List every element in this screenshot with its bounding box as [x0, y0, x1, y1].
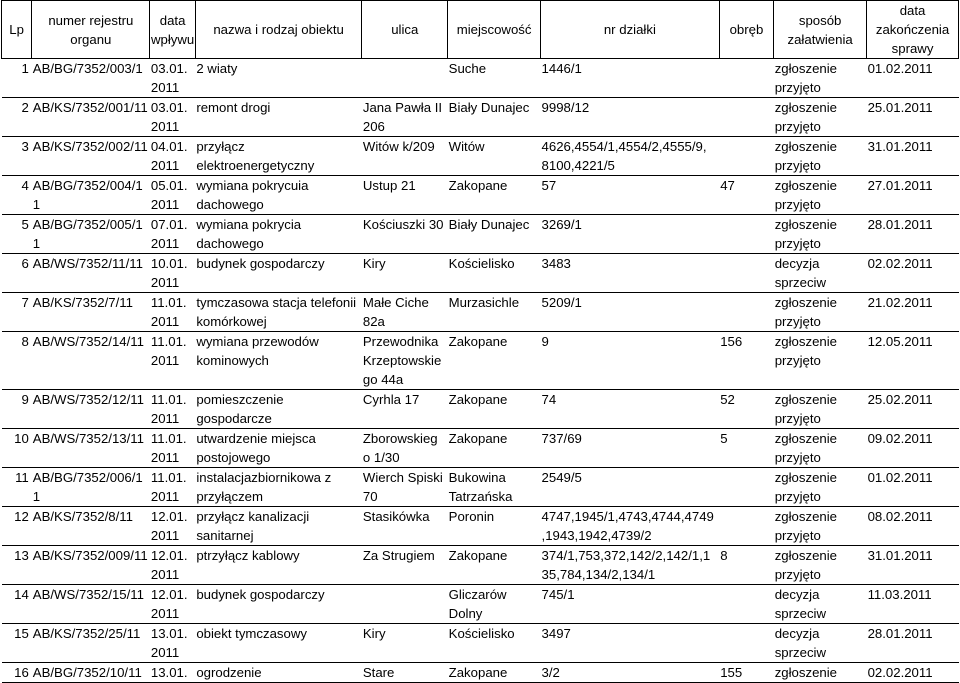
cell-data-wplywu: 12.01. 2011: [150, 507, 195, 546]
cell-ulica: Cyrhla 17: [362, 390, 448, 429]
cell-sposob: zgłoszenie przyjęto: [774, 332, 867, 390]
table-row: [2, 390, 959, 429]
cell-nr-dzialki: 374/1,753,372,142/2,142/1,1 35,784,134/2,134/1: [541, 546, 720, 585]
cell-sposob: zgłoszenie: [774, 663, 867, 683]
cell-data-wplywu: 11.01. 2011: [150, 429, 195, 468]
cell-nr-dzialki: 1446/1: [541, 59, 720, 98]
cell-miejscowosc: Biały Dunajec: [448, 98, 541, 137]
cell-obreb: 8: [719, 546, 774, 585]
cell-data-zakonczenia: 01.02.2011: [867, 59, 959, 98]
cell-nr-dzialki: 57: [541, 176, 720, 215]
cell-numer: AB/KS/7352/002/11: [32, 137, 150, 176]
cell-numer: AB/BG/7352/005/1 1: [32, 215, 150, 254]
cell-miejscowosc: Kościelisko: [448, 624, 541, 663]
cell-ulica: Zborowskieg o 1/30: [362, 429, 448, 468]
table-row: [2, 429, 959, 468]
cell-data-zakonczenia: 02.02.2011: [867, 254, 959, 293]
cell-data-zakonczenia: 01.02.2011: [867, 468, 959, 507]
cell-nr-dzialki: 3269/1: [541, 215, 720, 254]
cell-nazwa: wymiana pokrycia dachowego: [195, 215, 362, 254]
cell-ulica: Wierch Spiski 70: [362, 468, 448, 507]
col-header-sposob: sposób załatwienia: [774, 1, 867, 59]
cell-miejscowosc: Zakopane: [448, 176, 541, 215]
cell-nr-dzialki: 737/69: [541, 429, 720, 468]
cell-data-zakonczenia: 27.01.2011: [867, 176, 959, 215]
cell-miejscowosc: Witów: [448, 137, 541, 176]
cell-numer: AB/KS/7352/7/11: [32, 293, 150, 332]
cell-lp: 8: [2, 332, 32, 390]
cell-data-wplywu: 12.01. 2011: [150, 546, 195, 585]
cell-sposob: zgłoszenie przyjęto: [774, 546, 867, 585]
table-row: [2, 215, 959, 254]
cell-nazwa: utwardzenie miejsca postojowego: [195, 429, 362, 468]
header-row: [2, 1, 959, 59]
cell-lp: 10: [2, 429, 32, 468]
cell-obreb: [719, 98, 774, 137]
cell-nazwa: ptrzyłącz kablowy: [195, 546, 362, 585]
cell-data-zakonczenia: 25.01.2011: [867, 98, 959, 137]
table-row: [2, 137, 959, 176]
cell-nazwa: wymiana pokrycuia dachowego: [195, 176, 362, 215]
cell-lp: 13: [2, 546, 32, 585]
cell-ulica: Stare: [362, 663, 448, 683]
cell-lp: 16: [2, 663, 32, 683]
cell-miejscowosc: Bukowina Tatrzańska: [448, 468, 541, 507]
cell-data-zakonczenia: 12.05.2011: [867, 332, 959, 390]
cell-data-wplywu: 03.01. 2011: [150, 98, 195, 137]
cell-numer: AB/KS/7352/001/11: [32, 98, 150, 137]
cell-obreb: 5: [719, 429, 774, 468]
cell-nr-dzialki: 2549/5: [541, 468, 720, 507]
cell-lp: 7: [2, 293, 32, 332]
cell-miejscowosc: Zakopane: [448, 663, 541, 683]
cell-sposob: zgłoszenie przyjęto: [774, 215, 867, 254]
cell-nazwa: ogrodzenie: [195, 663, 362, 683]
cell-sposob: decyzja sprzeciw: [774, 254, 867, 293]
cell-numer: AB/BG/7352/003/1: [32, 59, 150, 98]
cell-data-zakonczenia: 21.02.2011: [867, 293, 959, 332]
cell-lp: 5: [2, 215, 32, 254]
cell-obreb: 156: [719, 332, 774, 390]
cell-nazwa: pomieszczenie gospodarcze: [195, 390, 362, 429]
cell-data-wplywu: 04.01. 2011: [150, 137, 195, 176]
cell-obreb: [719, 468, 774, 507]
cell-miejscowosc: Zakopane: [448, 332, 541, 390]
cell-lp: 3: [2, 137, 32, 176]
cell-data-wplywu: 13.01.: [150, 663, 195, 683]
cell-sposob: decyzja sprzeciw: [774, 624, 867, 663]
cell-data-zakonczenia: 25.02.2011: [867, 390, 959, 429]
cell-lp: 14: [2, 585, 32, 624]
cell-nazwa: przyłącz elektroenergetyczny: [195, 137, 362, 176]
cell-miejscowosc: Gliczarów Dolny: [448, 585, 541, 624]
cell-data-zakonczenia: 02.02.2011: [867, 663, 959, 683]
col-header-lp: Lp: [2, 1, 32, 59]
cell-data-wplywu: 11.01. 2011: [150, 468, 195, 507]
cell-data-zakonczenia: 11.03.2011: [867, 585, 959, 624]
cell-miejscowosc: Biały Dunajec: [448, 215, 541, 254]
cell-numer: AB/KS/7352/009/11: [32, 546, 150, 585]
cell-numer: AB/WS/7352/11/11: [32, 254, 150, 293]
cell-lp: 1: [2, 59, 32, 98]
table-row: [2, 332, 959, 390]
cell-sposob: zgłoszenie przyjęto: [774, 429, 867, 468]
cell-ulica: [362, 59, 448, 98]
col-header-data-zakonczenia: data zakończenia sprawy: [867, 1, 959, 59]
cell-nr-dzialki: 5209/1: [541, 293, 720, 332]
cell-data-zakonczenia: 31.01.2011: [867, 546, 959, 585]
cell-ulica: [362, 585, 448, 624]
cell-lp: 11: [2, 468, 32, 507]
table-row: [2, 624, 959, 663]
cell-numer: AB/BG/7352/006/1 1: [32, 468, 150, 507]
register-table: [1, 0, 959, 683]
table-row: [2, 176, 959, 215]
table-row: [2, 59, 959, 98]
col-header-numer: numer rejestru organu: [32, 1, 150, 59]
cell-ulica: Witów k/209: [362, 137, 448, 176]
cell-lp: 4: [2, 176, 32, 215]
table-row: [2, 546, 959, 585]
cell-obreb: [719, 59, 774, 98]
cell-data-zakonczenia: 31.01.2011: [867, 137, 959, 176]
cell-data-wplywu: 11.01. 2011: [150, 390, 195, 429]
cell-data-wplywu: 11.01. 2011: [150, 332, 195, 390]
cell-data-wplywu: 12.01. 2011: [150, 585, 195, 624]
cell-ulica: Kiry: [362, 624, 448, 663]
table-row: [2, 468, 959, 507]
cell-data-wplywu: 10.01. 2011: [150, 254, 195, 293]
cell-lp: 12: [2, 507, 32, 546]
cell-ulica: Kiry: [362, 254, 448, 293]
table-row: [2, 585, 959, 624]
cell-lp: 6: [2, 254, 32, 293]
cell-nazwa: remont drogi: [195, 98, 362, 137]
cell-obreb: [719, 293, 774, 332]
col-header-nr-dzialki: nr działki: [541, 1, 720, 59]
col-header-nazwa: nazwa i rodzaj obiektu: [195, 1, 362, 59]
cell-data-wplywu: 11.01. 2011: [150, 293, 195, 332]
cell-sposob: decyzja sprzeciw: [774, 585, 867, 624]
table-row: [2, 293, 959, 332]
cell-data-wplywu: 03.01. 2011: [150, 59, 195, 98]
cell-nr-dzialki: 3483: [541, 254, 720, 293]
cell-nazwa: budynek gospodarczy: [195, 254, 362, 293]
cell-nazwa: wymiana przewodów kominowych: [195, 332, 362, 390]
col-header-obreb: obręb: [719, 1, 774, 59]
cell-nr-dzialki: 74: [541, 390, 720, 429]
table-row: [2, 254, 959, 293]
cell-sposob: zgłoszenie przyjęto: [774, 468, 867, 507]
cell-obreb: [719, 585, 774, 624]
cell-nazwa: budynek gospodarczy: [195, 585, 362, 624]
cell-lp: 9: [2, 390, 32, 429]
cell-nr-dzialki: 4626,4554/1,4554/2,4555/9, 8100,4221/5: [541, 137, 720, 176]
cell-miejscowosc: Zakopane: [448, 546, 541, 585]
cell-sposob: zgłoszenie przyjęto: [774, 293, 867, 332]
cell-sposob: zgłoszenie przyjęto: [774, 390, 867, 429]
cell-data-zakonczenia: 08.02.2011: [867, 507, 959, 546]
cell-sposob: zgłoszenie przyjęto: [774, 98, 867, 137]
cell-numer: AB/BG/7352/004/1 1: [32, 176, 150, 215]
table-row: [2, 663, 959, 683]
cell-miejscowosc: Kościelisko: [448, 254, 541, 293]
cell-ulica: Przewodnika Krzeptowskie go 44a: [362, 332, 448, 390]
cell-data-wplywu: 07.01. 2011: [150, 215, 195, 254]
cell-obreb: 155: [719, 663, 774, 683]
cell-nr-dzialki: 9: [541, 332, 720, 390]
cell-numer: AB/WS/7352/15/11: [32, 585, 150, 624]
cell-obreb: [719, 624, 774, 663]
cell-nazwa: przyłącz kanalizacji sanitarnej: [195, 507, 362, 546]
cell-ulica: Ustup 21: [362, 176, 448, 215]
cell-nr-dzialki: 745/1: [541, 585, 720, 624]
cell-nr-dzialki: 9998/12: [541, 98, 720, 137]
cell-obreb: [719, 507, 774, 546]
cell-obreb: [719, 254, 774, 293]
cell-numer: AB/WS/7352/12/11: [32, 390, 150, 429]
cell-sposob: zgłoszenie przyjęto: [774, 507, 867, 546]
cell-nr-dzialki: 4747,1945/1,4743,4744,4749 ,1943,1942,4739/2: [541, 507, 720, 546]
cell-obreb: [719, 215, 774, 254]
cell-numer: AB/WS/7352/14/11: [32, 332, 150, 390]
cell-ulica: Stasikówka: [362, 507, 448, 546]
cell-miejscowosc: Poronin: [448, 507, 541, 546]
cell-nazwa: 2 wiaty: [195, 59, 362, 98]
cell-nazwa: tymczasowa stacja telefonii komórkowej: [195, 293, 362, 332]
cell-sposob: zgłoszenie przyjęto: [774, 176, 867, 215]
cell-data-zakonczenia: 28.01.2011: [867, 624, 959, 663]
cell-numer: AB/KS/7352/25/11: [32, 624, 150, 663]
cell-lp: 2: [2, 98, 32, 137]
table-row: [2, 507, 959, 546]
cell-sposob: zgłoszenie przyjęto: [774, 137, 867, 176]
cell-nazwa: obiekt tymczasowy: [195, 624, 362, 663]
cell-ulica: Jana Pawła II 206: [362, 98, 448, 137]
cell-nazwa: instalacjazbiornikowa z przyłączem: [195, 468, 362, 507]
table-row: [2, 98, 959, 137]
cell-numer: AB/WS/7352/13/11: [32, 429, 150, 468]
cell-data-wplywu: 05.01. 2011: [150, 176, 195, 215]
cell-obreb: 47: [719, 176, 774, 215]
cell-obreb: 52: [719, 390, 774, 429]
cell-lp: 15: [2, 624, 32, 663]
cell-data-wplywu: 13.01. 2011: [150, 624, 195, 663]
cell-sposob: zgłoszenie przyjęto: [774, 59, 867, 98]
cell-miejscowosc: Zakopane: [448, 429, 541, 468]
cell-nr-dzialki: 3497: [541, 624, 720, 663]
cell-data-zakonczenia: 28.01.2011: [867, 215, 959, 254]
cell-ulica: Małe Ciche 82a: [362, 293, 448, 332]
cell-miejscowosc: Murzasichle: [448, 293, 541, 332]
cell-ulica: Kościuszki 30: [362, 215, 448, 254]
cell-obreb: [719, 137, 774, 176]
cell-ulica: Za Strugiem: [362, 546, 448, 585]
cell-numer: AB/KS/7352/8/11: [32, 507, 150, 546]
col-header-miejscowosc: miejscowość: [448, 1, 541, 59]
cell-miejscowosc: Zakopane: [448, 390, 541, 429]
cell-nr-dzialki: 3/2: [541, 663, 720, 683]
cell-miejscowosc: Suche: [448, 59, 541, 98]
col-header-data-wplywu: data wpływu: [150, 1, 195, 59]
cell-data-zakonczenia: 09.02.2011: [867, 429, 959, 468]
col-header-ulica: ulica: [362, 1, 448, 59]
cell-numer: AB/BG/7352/10/11: [32, 663, 150, 683]
